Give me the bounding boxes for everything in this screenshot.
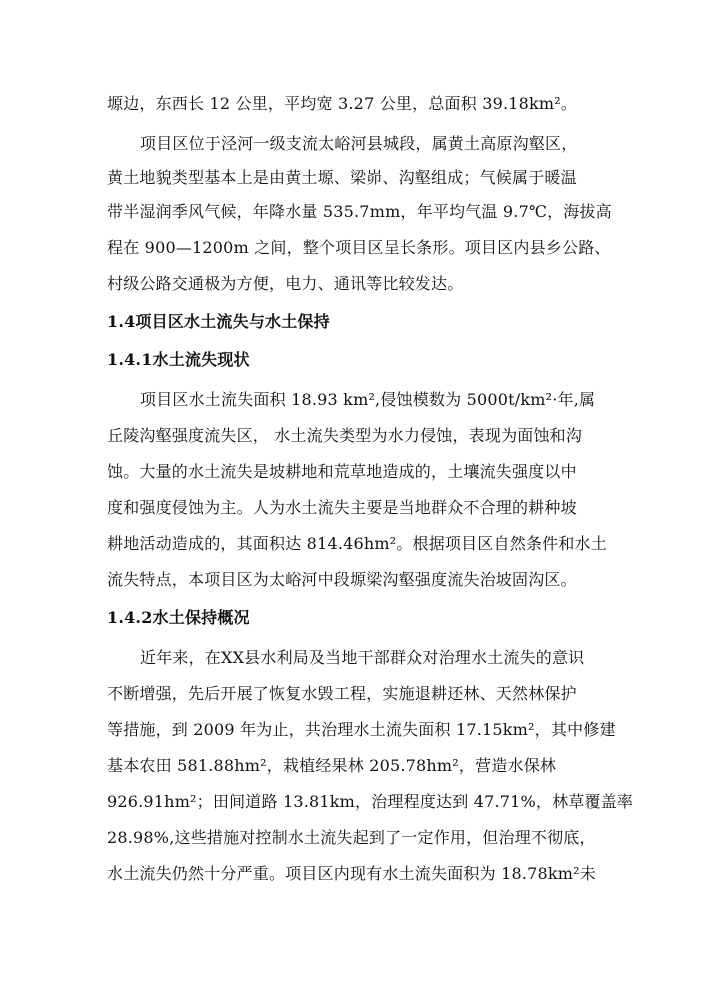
paragraph-line: 丘陵沟壑强度流失区， 水土流失类型为水力侵蚀，表现为面蚀和沟 <box>107 426 583 445</box>
paragraph-line: 耕地活动造成的，其面积达 814.46hm²。根据项目区自然条件和水土 <box>107 534 607 553</box>
paragraph-line: 村级公路交通极为方便，电力、通讯等比较发达。 <box>107 274 464 293</box>
paragraph-line: 项目区水土流失面积 18.93 km²,侵蚀模数为 5000t/km²·年,属 <box>140 390 596 409</box>
paragraph-line: 塬边，东西长 12 公里，平均宽 3.27 公里，总面积 39.18km²。 <box>107 94 578 113</box>
paragraph-line: 度和强度侵蚀为主。人为水土流失主要是当地群众不合理的耕种坡 <box>107 498 577 517</box>
paragraph-line: 流失特点，本项目区为太峪河中段塬梁沟壑强度流失治坡固沟区。 <box>107 570 577 589</box>
section-heading: 1.4项目区水土流失与水土保持 <box>107 312 330 331</box>
paragraph-line: 蚀。大量的水土流失是坡耕地和荒草地造成的，土壤流失强度以中 <box>107 462 577 481</box>
subsection-heading: 1.4.1水土流失现状 <box>107 350 250 369</box>
paragraph-line: 28.98%,这些措施对控制水土流失起到了一定作用，但治理不彻底， <box>107 828 596 847</box>
paragraph-line: 等措施，到 2009 年为止，共治理水土流失面积 17.15km²，其中修建 <box>107 720 616 739</box>
paragraph-line: 项目区位于泾河一级支流太峪河县城段，属黄土高原沟壑区， <box>140 134 578 153</box>
paragraph-line: 带半湿润季风气候，年降水量 535.7mm，年平均气温 9.7℃，海拔高 <box>107 202 612 221</box>
paragraph-line: 黄土地貌类型基本上是由黄土塬、梁峁、沟壑组成；气候属于暖温 <box>107 168 577 187</box>
paragraph-line: 近年来，在XX县水利局及当地干部群众对治理水土流失的意识 <box>140 648 585 667</box>
paragraph-line: 基本农田 581.88hm²，栽植经果林 205.78hm²，营造水保林 <box>107 756 557 775</box>
paragraph-line: 不断增强，先后开展了恢复水毁工程，实施退耕还林、天然林保护 <box>107 684 577 703</box>
paragraph-line: 水土流失仍然十分严重。项目区内现有水土流失面积为 18.78km²未 <box>107 864 596 883</box>
paragraph-line: 程在 900—1200m 之间，整个项目区呈长条形。项目区内县乡公路、 <box>107 238 611 257</box>
paragraph-line: 926.91hm²；田间道路 13.81km，治理程度达到 47.71%，林草覆盖率 <box>107 792 634 811</box>
subsection-heading: 1.4.2水土保持概况 <box>107 608 250 627</box>
